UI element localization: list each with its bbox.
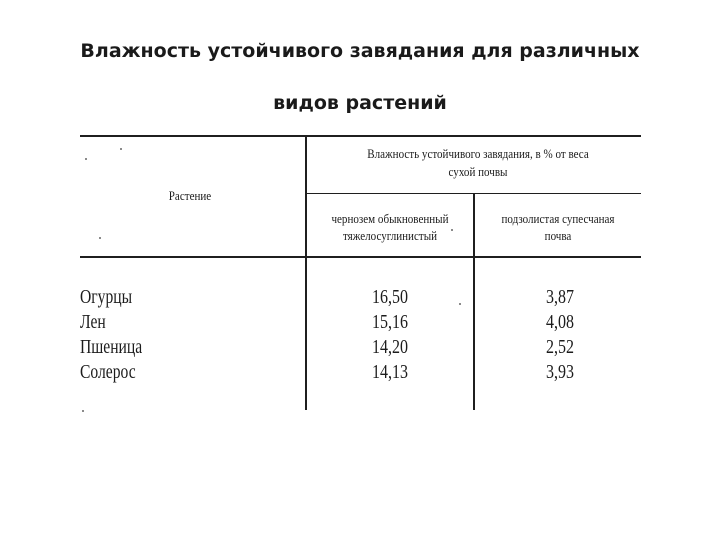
scan-speck — [120, 148, 122, 150]
column-header-plant: Растение — [168, 188, 212, 203]
subheader-podzol-line-1: подзолистая супесчаная — [501, 211, 615, 226]
scan-speck — [85, 158, 87, 160]
table-row-chernozem-value: 16,50 — [372, 286, 408, 308]
slide-title-line-1: Влажность устойчивого завядания для различных — [80, 40, 640, 62]
group-header-line-2: сухой почвы — [448, 164, 508, 179]
table-row-podzol-value: 2,52 — [546, 336, 574, 358]
scan-speck — [451, 229, 453, 231]
subheader-podzol-line-2: почва — [544, 228, 572, 243]
table-row-plant: Пшеница — [80, 336, 143, 358]
subheader-chernozem-line-1: чернозем обыкновенный — [331, 211, 449, 226]
scan-speck — [82, 410, 84, 412]
table-row-plant: Лен — [80, 311, 106, 333]
scan-speck — [99, 237, 101, 239]
table-row-chernozem-value: 14,13 — [372, 361, 408, 383]
subheader-chernozem-line-2: тяжелосуглинистый — [342, 228, 438, 243]
table-row-chernozem-value: 14,20 — [372, 336, 408, 358]
group-header-line-1: Влажность устойчивого завядания, в % от веса — [367, 146, 589, 161]
slide-title-line-2: видов растений — [273, 92, 447, 114]
scan-speck — [459, 303, 461, 305]
table-row-plant: Огурцы — [80, 286, 133, 308]
table-row-plant: Солерос — [80, 361, 136, 383]
table-row-podzol-value: 4,08 — [546, 311, 574, 333]
header-bottom-rule — [80, 256, 641, 258]
table-row-chernozem-value: 15,16 — [372, 311, 408, 333]
table-top-rule — [80, 135, 641, 137]
column-divider-2 — [473, 194, 475, 410]
table-row-podzol-value: 3,87 — [546, 286, 574, 308]
column-divider-1 — [305, 137, 307, 410]
table-row-podzol-value: 3,93 — [546, 361, 574, 383]
